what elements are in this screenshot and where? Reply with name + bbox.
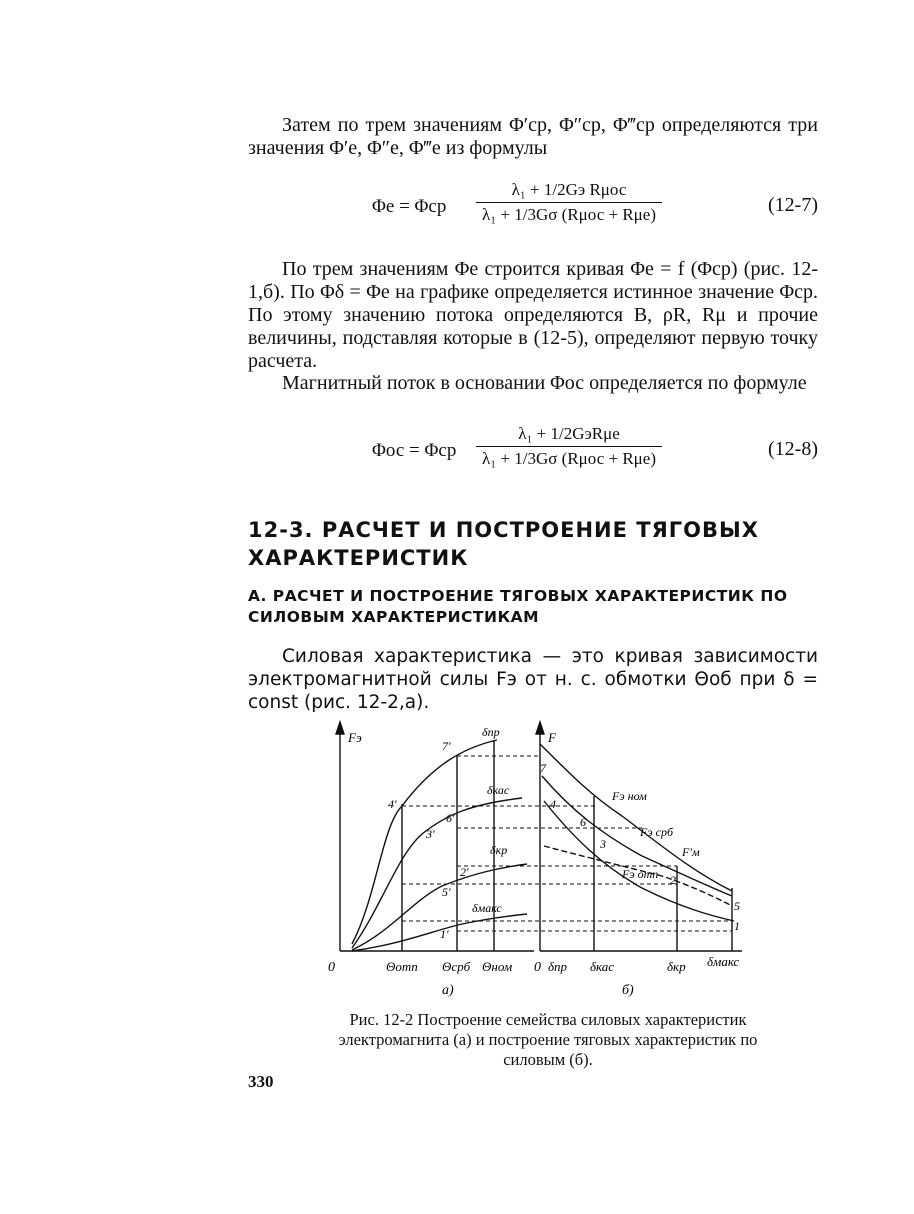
label-f-m: F′м [682,845,700,859]
point-6: 6 [580,815,586,829]
point-7p: 7′ [442,739,451,753]
formula-denominator: λ₁ + 1/3Gσ (Rμос + Rμe) [476,446,662,469]
sublabel-b: б) [622,983,634,998]
formula-fraction [476,180,662,225]
formula-lhs: Φe = Φср [372,196,447,217]
sublabel-a: а) [442,983,454,998]
point-1p: 1′ [440,927,449,941]
formula-fraction [476,424,662,469]
formula-numerator: λ₁ + 1/2Gэ Rμос [511,180,627,199]
tick-delta-maks: δмакс [707,954,740,969]
paragraph-flux: Магнитный поток в основании Φос определяется по формуле [282,372,807,394]
subsection-heading: А. РАСЧЕТ И ПОСТРОЕНИЕ ТЯГОВЫХ ХАРАКТЕРИСТИК ПО СИЛОВЫМ ХАРАКТЕРИСТИКАМ [248,587,788,626]
label-f-nom: Fэ ном [612,789,647,803]
paragraph-force-characteristic: Силовая характеристика — это кривая зависимости электромагнитной силы Fэ от н. с. обмотки Θоб при δ = const (рис. 12-2,а). [248,646,818,713]
formula-denominator: λ₁ + 1/3Gσ (Rμос + Rμe) [476,202,662,225]
tick-theta-otp: Θотп [386,959,418,974]
tick-delta-kr: δкр [667,959,686,974]
right-y-label: F [548,730,556,745]
formula-12-8 [248,424,818,480]
point-5p: 5′ [442,885,451,899]
tick-theta-nom: Θном [482,959,513,974]
right-y-arrow [536,722,544,734]
equation-number: (12-7) [768,194,818,216]
figure-12-2 [322,716,782,1001]
label-delta-pr: δпр [482,725,500,739]
label-delta-kas: δкас [487,783,510,797]
tick-theta-srb: Θсрб [442,959,471,974]
label-delta-kr: δкр [490,843,508,857]
point-4: 4 [550,797,556,811]
point-3: 3 [600,837,606,851]
paragraph-curve: По трем значениям Φe строится кривая Φe = f (Φср) (рис. 12-1,б). По Φδ = Φe на графике определяется истинное значение Φср. По этому значению потока определяются B, ρR, Rμ и прочие величины, подставляя которые в (12-5), определяют первую точку расчета. [248,258,818,372]
point-2: 2 [670,873,676,887]
point-7: 7 [540,761,546,775]
curve-delta-kas [352,798,522,948]
formula-lhs: Φос = Φср [372,440,457,461]
point-5: 5 [734,899,740,913]
label-f-otp: Fэ отп [622,867,659,881]
label-delta-maks: δмакс [472,901,502,915]
left-y-arrow [336,722,344,734]
tick-delta-pr: δпр [548,959,568,974]
point-6p: 6′ [446,811,455,825]
left-origin: 0 [328,960,335,975]
point-3p: 3′ [426,827,435,841]
point-4p: 4′ [388,797,397,811]
formula-12-7 [248,180,818,236]
left-y-label: Fэ [348,730,362,745]
equation-number: (12-8) [768,438,818,460]
point-1: 1 [734,919,740,933]
point-2p: 2′ [460,865,469,879]
label-f-srb: Fэ срб [640,825,673,839]
page-number: 330 [248,1072,274,1091]
section-heading: 12-3. РАСЧЕТ И ПОСТРОЕНИЕ ТЯГОВЫХ ХАРАКТЕРИСТИК [248,518,759,570]
figure-caption: Рис. 12-2 Построение семейства силовых характеристик электромагнита (а) и построение тяговых характеристик по силовым (б). [338,1010,758,1069]
curve-f-otp [544,801,734,921]
right-origin: 0 [534,960,541,975]
formula-numerator: λ₁ + 1/2GэRμe [518,424,620,443]
tick-delta-kas: δкас [590,959,615,974]
paragraph-intro: Затем по трем значениям Φ′ср, Φ″ср, Φ‴ср определяются три значения Φ′e, Φ″e, Φ‴e из формулы [248,114,818,159]
